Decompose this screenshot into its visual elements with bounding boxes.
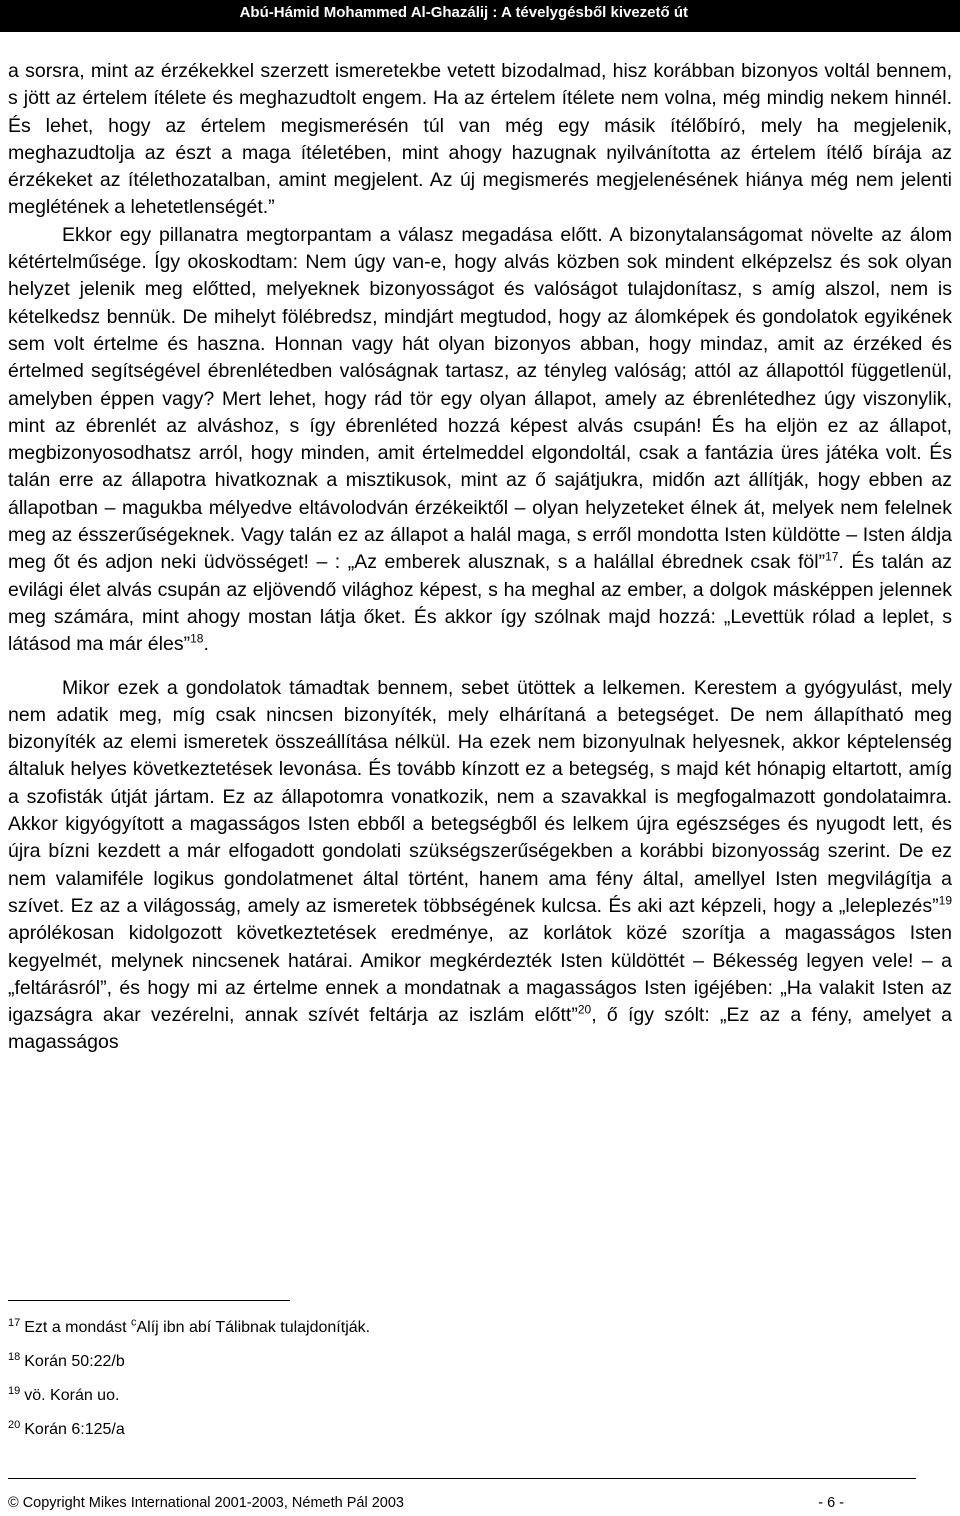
footnote-17: $^{17}$ Ezt a mondást $^c$Alíj ibn abí Tálibnak tulajdonítják. [8,1316,371,1336]
footnote-ref-17[interactable]: 17 [825,549,839,564]
paragraph-1: a sorsra, mint az érzékekkel szerzett ismeretekbe vetett bizodalmad, hisz korábban bizonyos voltál bennem, s jött az értelem ítélete és meghazudtolt engem. Ha az értelem ítélete nem volna, még mindig nekem hinnél. És lehet, hogy az értelem megismerésén túl van még egy másik ítélőbíró, mely ha megjelenik, meghazudtolja az észt a maga ítéletében, mint ahogy hazugnak nyilvánította az értelem ítélő bírája az érzékeket az ítélethozatalban, amint megjelent. Az új megismerés megjelenésének hiánya még nem jelenti meglétének a lehetetlenségét.” [8,60,952,219]
running-header-title: Abú-Hámid Mohammed Al-Ghazálij : A tévelygésből kivezető út [239,4,688,21]
footnote-separator [8,1300,290,1301]
main-text [8,58,952,1057]
footer-separator [8,1478,916,1479]
paragraph-3: Mikor ezek a gondolatok támadtak bennem, sebet ütöttek a lelkemen. Kerestem a gyógyulást, mely nem adatik meg, míg csak nincsen bizonyíték, mely elhárítaná a betegséget. De nem állapítható meg bizonyíték az elemi ismeretek összeállítása nélkül. Ha ezek nem bizonyulnak helyesnek, akkor képtelenség általuk helyes következtetések levonása. És tovább kínzott ez a betegség, s majd két hónapig eltartott, amíg a szofisták útját jártam. Ez az állapotomra vonatkozik, nem a szavakkal is megfogalmazott gondolataimra. Akkor kigyógyított a magasságos Isten ebből a betegségből és lelkem újra egészséges és nyugodt lett, és újra bízni kezdett a már elfogadott gondolati szükségszerűségekben a korábbi bizonyosság szerint. De ez nem valamiféle logikus gondolatmenet által történt, hanem ama fény által, amellyel Isten megvilágítja a szívet. Ez az a világosság, amely az ismeretek többségének kulcsa. És aki azt képzeli, hogy a „leleplezés”$^{19}$ aprólékosan kidolgozott következtetések eredménye, az korlátok közé szorítja a magasságos Isten kegyelmét, melynek nincsenek határai. Amikor megkérdezték Isten küldöttét – Békesség legyen vele! – a „feltárásról”, és hogy mi az értelme ennek a mondatnak a magasságos Isten igéjében: „Ha valakit Isten az igazságra akar vezérelni, annak szívét feltárja az iszlám előtt”$^{20}$, ő így szólt: „Ez az a fény, amelyet a magasságos [8,676,952,1054]
copyright-notice: © Copyright Mikes International 2001-2003, Németh Pál 2003 [8,1495,404,1511]
footnote-18: $^{18}$ Korán 50:22/b [8,1350,125,1370]
paragraph-2: Ekkor egy pillanatra megtorpantam a válasz megadása előtt. A bizonytalanságomat növelte az álom kétértelműsége. Így okoskodtam: Nem úgy van-e, hogy alvás közben sok mindent elképzelsz és sok olyan helyzet jelenik meg előtted, melyeknek bizonyosságot és valóságot tulajdonítasz, s amíg alszol, nem is kételkedsz bennük. De mihelyt fölébredsz, mindjárt megtudod, hogy az álomképek és gondolatok egyikének sem volt értelme és haszna. Honnan vagy hát olyan bizonyos abban, hogy mindaz, amit az érzéked és értelmed segítségével ébrenlétedben valóságnak tartasz, az tényleg valóság; attól az állapottól függetlenül, amelyben éppen vagy? Mert lehet, hogy rád tör egy olyan állapot, amely az ébrenlétedhez úgy viszonylik, mint az ébrenlét az alváshoz, s így ébrenléted hozzá képest alvás csupán! És ha eljön ez az állapot, megbizonyosodhatsz arról, hogy minden, amit értelmeddel elgondoltál, csak a fantázia üres játéka volt. És talán erre az állapotra hivatkoznak a misztikusok, mint az ő sajátjukra, midőn azt állítják, hogy ebben az állapotban – magukba mélyedve eltávolodván érzékeiktől – olyan helyzeteket élnek át, melyek nem felelnek meg az ésszerűségeknek. Vagy talán ez az állapot a halál maga, s erről mondotta Isten küldötte – Isten áldja meg őt és adjon neki üdvösséget! – : „Az emberek alusznak, s a halállal ébrednek csak föl”$^{17}$. És talán az evilági élet alvás csupán az eljövendő világhoz képest, s ha meghal az ember, a dolgok másképpen jelennek meg számára, mint ahogy mostan látja őket. És akkor így szólnak majd hozzá: „Levettük rólad a leplet, s látásod ma már éles”$^{18}$. [8,223,952,656]
footnote-ref-19[interactable]: 19 [938,893,952,908]
footnote-19: $^{19}$ vö. Korán uo. [8,1384,120,1404]
footnote-20: $^{20}$ Korán 6:125/a [8,1418,125,1438]
footnotes [8,1318,948,1454]
footnote-ref-20[interactable]: 20 [577,1002,592,1017]
running-header-bar [0,0,960,32]
page-number: - 6 - [818,1495,844,1511]
footnote-ref-18[interactable]: 18 [190,631,204,646]
